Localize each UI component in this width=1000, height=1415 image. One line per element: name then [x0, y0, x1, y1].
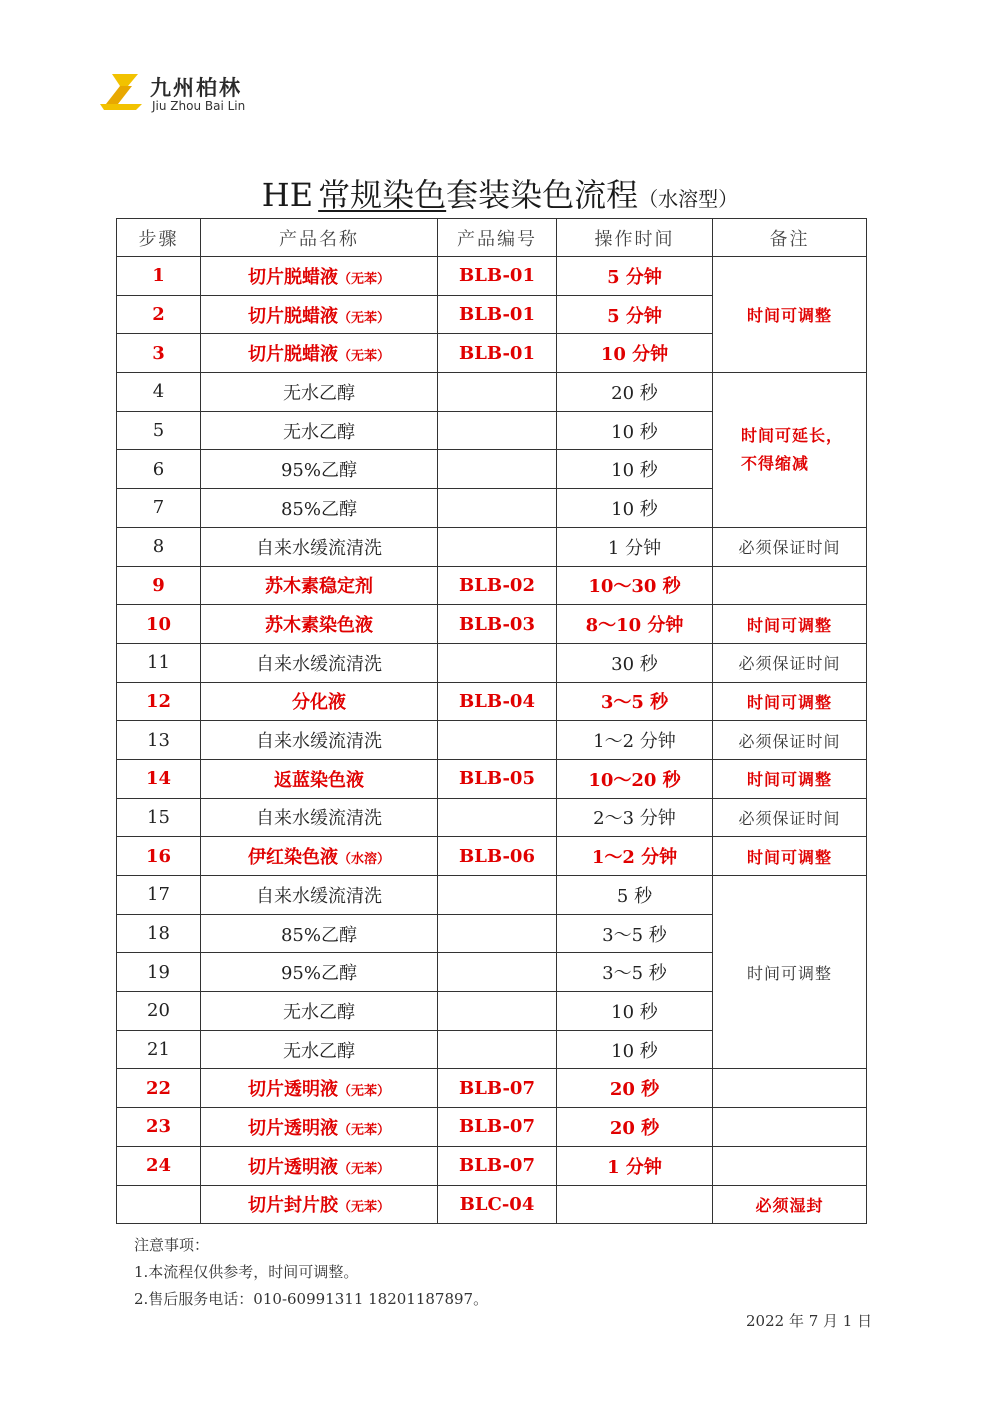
step-cell: 20 — [117, 992, 201, 1031]
table-row — [117, 1146, 867, 1185]
remark-cell: 时间可延长，不得缩减 — [713, 373, 867, 528]
product-name-cell — [201, 1069, 438, 1108]
step-cell: 13 — [117, 721, 201, 760]
product-code-cell: BLC-04 — [438, 1185, 557, 1224]
table-row — [117, 566, 867, 605]
product-code-cell: BLB-01 — [438, 334, 557, 373]
title-rest: 套装染色流程 — [446, 176, 639, 214]
time-cell: 20 秒 — [557, 1108, 713, 1147]
notes-section — [134, 1232, 488, 1313]
product-name: 切片封片胶 — [247, 1195, 338, 1217]
time-cell: 10～20 秒 — [557, 759, 713, 798]
step-cell: 7 — [117, 489, 201, 528]
product-name-cell: 无水乙醇 — [201, 373, 438, 412]
time-cell: 3～5 秒 — [557, 914, 713, 953]
note-item: 2.售后服务电话：010-60991311 18201187897。 — [134, 1290, 489, 1308]
time-cell: 3～5 秒 — [557, 953, 713, 992]
table-row — [117, 721, 867, 760]
step-cell: 12 — [117, 682, 201, 721]
table-row — [117, 373, 867, 412]
table-row — [117, 1069, 867, 1108]
product-code-cell: BLB-06 — [438, 837, 557, 876]
product-code-cell: BLB-02 — [438, 566, 557, 605]
step-cell: 10 — [117, 605, 201, 644]
step-cell: 5 — [117, 411, 201, 450]
time-cell: 5 秒 — [557, 876, 713, 915]
remark-cell: 必须保证时间 — [713, 721, 867, 760]
note-item: 1.本流程仅供参考，时间可调整。 — [134, 1263, 359, 1281]
product-name-cell: 自来水缓流清洗 — [201, 527, 438, 566]
header-step: 步骤 — [117, 219, 201, 257]
step-cell: 3 — [117, 334, 201, 373]
product-code-cell — [438, 1030, 557, 1069]
product-name-cell: 95%乙醇 — [201, 450, 438, 489]
remark-cell: 时间可调整 — [713, 605, 867, 644]
product-code-cell — [438, 411, 557, 450]
remark-cell — [713, 1146, 867, 1185]
time-cell: 10 分钟 — [557, 334, 713, 373]
time-cell: 10 秒 — [557, 489, 713, 528]
header-remark: 备注 — [713, 219, 867, 257]
product-name-cell — [201, 837, 438, 876]
product-code-cell — [438, 876, 557, 915]
product-tag: （无苯） — [337, 310, 390, 326]
product-name-cell — [201, 1108, 438, 1147]
remark-cell: 时间可调整 — [713, 257, 867, 373]
remark-cell — [713, 1069, 867, 1108]
product-code-cell — [438, 450, 557, 489]
time-cell: 1 分钟 — [557, 1146, 713, 1185]
document-date: 2022 年 7 月 1 日 — [746, 1312, 873, 1330]
remark-cell: 时间可调整 — [713, 759, 867, 798]
title-prefix: HE — [261, 176, 314, 214]
product-tag: （无苯） — [337, 1084, 390, 1100]
step-cell: 16 — [117, 837, 201, 876]
remark-cell — [713, 1108, 867, 1147]
product-code-cell — [438, 953, 557, 992]
product-code-cell: BLB-03 — [438, 605, 557, 644]
table-row — [117, 837, 867, 876]
step-cell: 4 — [117, 373, 201, 412]
remark-cell: 必须保证时间 — [713, 798, 867, 837]
product-code-cell — [438, 527, 557, 566]
time-cell: 1 分钟 — [557, 527, 713, 566]
table-row — [117, 876, 867, 915]
time-cell: 10～30 秒 — [557, 566, 713, 605]
product-name-cell: 无水乙醇 — [201, 411, 438, 450]
step-cell — [117, 1185, 201, 1224]
product-name-cell: 无水乙醇 — [201, 992, 438, 1031]
step-cell: 6 — [117, 450, 201, 489]
product-name-cell — [201, 295, 438, 334]
product-code-cell: BLB-07 — [438, 1146, 557, 1185]
company-logo — [98, 72, 298, 122]
product-name-cell: 85%乙醇 — [201, 914, 438, 953]
product-code-cell — [438, 914, 557, 953]
product-name-cell — [201, 1146, 438, 1185]
logo-english-name: Jiu Zhou Bai Lin — [152, 99, 246, 113]
notes-heading: 注意事项： — [134, 1236, 210, 1254]
step-cell: 2 — [117, 295, 201, 334]
product-name: 切片脱蜡液 — [247, 266, 338, 288]
step-cell: 21 — [117, 1030, 201, 1069]
product-name-cell: 分化液 — [201, 682, 438, 721]
remark-cell: 必须湿封 — [713, 1185, 867, 1224]
product-name: 切片透明液 — [247, 1079, 338, 1101]
remark-cell: 时间可调整 — [713, 682, 867, 721]
table-row — [117, 527, 867, 566]
page-title — [0, 170, 1000, 216]
time-cell: 1～2 分钟 — [557, 721, 713, 760]
product-tag: （无苯） — [337, 1161, 390, 1177]
product-name-cell: 95%乙醇 — [201, 953, 438, 992]
table-row — [117, 682, 867, 721]
remark-cell: 必须保证时间 — [713, 527, 867, 566]
product-name-cell: 返蓝染色液 — [201, 759, 438, 798]
step-cell: 15 — [117, 798, 201, 837]
step-cell: 24 — [117, 1146, 201, 1185]
time-cell: 30 秒 — [557, 643, 713, 682]
remark-cell: 必须保证时间 — [713, 643, 867, 682]
step-cell: 17 — [117, 876, 201, 915]
table-row — [117, 257, 867, 296]
time-cell: 10 秒 — [557, 411, 713, 450]
product-code-cell: BLB-07 — [438, 1108, 557, 1147]
product-code-cell — [438, 489, 557, 528]
title-subtitle: （水溶型） — [638, 187, 739, 211]
step-cell: 14 — [117, 759, 201, 798]
product-name-cell: 苏木素染色液 — [201, 605, 438, 644]
product-name-cell — [201, 334, 438, 373]
product-name-cell: 苏木素稳定剂 — [201, 566, 438, 605]
step-cell: 19 — [117, 953, 201, 992]
time-cell: 1～2 分钟 — [557, 837, 713, 876]
table-header-row — [117, 219, 867, 257]
step-cell: 22 — [117, 1069, 201, 1108]
product-tag: （无苯） — [337, 1122, 390, 1138]
product-name-cell: 85%乙醇 — [201, 489, 438, 528]
product-name-cell — [201, 257, 438, 296]
remark-cell: 时间可调整 — [713, 876, 867, 1069]
product-code-cell — [438, 643, 557, 682]
product-code-cell — [438, 798, 557, 837]
product-tag: （无苯） — [337, 1200, 390, 1216]
remark-cell: 时间可调整 — [713, 837, 867, 876]
logo-mark-icon — [98, 72, 146, 112]
product-tag: （水溶） — [337, 852, 390, 868]
table-row — [117, 759, 867, 798]
title-underlined: 常规染色 — [318, 176, 447, 214]
product-name: 切片脱蜡液 — [247, 305, 338, 327]
product-name: 伊红染色液 — [247, 847, 338, 869]
time-cell: 20 秒 — [557, 373, 713, 412]
step-cell: 23 — [117, 1108, 201, 1147]
time-cell — [557, 1185, 713, 1224]
step-cell: 8 — [117, 527, 201, 566]
time-cell: 10 秒 — [557, 1030, 713, 1069]
product-name-cell — [201, 1185, 438, 1224]
product-name-cell: 自来水缓流清洗 — [201, 721, 438, 760]
product-tag: （无苯） — [337, 271, 390, 287]
header-product-code: 产品编号 — [438, 219, 557, 257]
product-code-cell: BLB-04 — [438, 682, 557, 721]
product-code-cell: BLB-05 — [438, 759, 557, 798]
product-code-cell: BLB-07 — [438, 1069, 557, 1108]
time-cell: 10 秒 — [557, 992, 713, 1031]
product-name-cell: 自来水缓流清洗 — [201, 876, 438, 915]
product-name: 切片透明液 — [247, 1117, 338, 1139]
product-code-cell — [438, 721, 557, 760]
time-cell: 3～5 秒 — [557, 682, 713, 721]
product-tag: （无苯） — [337, 349, 390, 365]
table-row — [117, 605, 867, 644]
table-row — [117, 798, 867, 837]
product-code-cell — [438, 373, 557, 412]
remark-cell — [713, 566, 867, 605]
product-name: 切片透明液 — [247, 1156, 338, 1178]
table-row — [117, 1108, 867, 1147]
time-cell: 10 秒 — [557, 450, 713, 489]
step-cell: 11 — [117, 643, 201, 682]
product-code-cell — [438, 992, 557, 1031]
product-code-cell: BLB-01 — [438, 257, 557, 296]
header-operation-time: 操作时间 — [557, 219, 713, 257]
step-cell: 1 — [117, 257, 201, 296]
time-cell: 2～3 分钟 — [557, 798, 713, 837]
time-cell: 8～10 分钟 — [557, 605, 713, 644]
time-cell: 20 秒 — [557, 1069, 713, 1108]
product-name-cell: 自来水缓流清洗 — [201, 643, 438, 682]
product-name: 切片脱蜡液 — [247, 344, 338, 366]
product-name-cell: 无水乙醇 — [201, 1030, 438, 1069]
header-product-name: 产品名称 — [201, 219, 438, 257]
time-cell: 5 分钟 — [557, 257, 713, 296]
time-cell: 5 分钟 — [557, 295, 713, 334]
table-row — [117, 1185, 867, 1224]
table-row — [117, 643, 867, 682]
logo-chinese-name: 九州柏林 — [150, 76, 242, 100]
product-code-cell: BLB-01 — [438, 295, 557, 334]
staining-flow-table — [116, 218, 867, 1224]
step-cell: 18 — [117, 914, 201, 953]
step-cell: 9 — [117, 566, 201, 605]
product-name-cell: 自来水缓流清洗 — [201, 798, 438, 837]
